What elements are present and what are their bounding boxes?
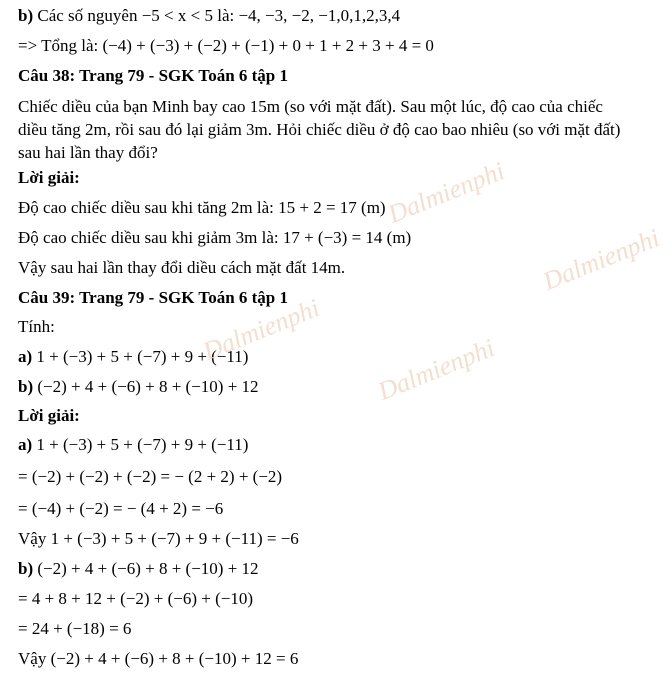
q39-heading: Câu 39: Trang 79 - SGK Toán 6 tập 1 bbox=[18, 288, 289, 307]
q37-part-b-label: b) bbox=[18, 6, 34, 25]
q39-solution-a-step-2: = (−4) + (−2) = − (4 + 2) = −6 bbox=[18, 499, 224, 518]
q38-heading: Câu 38: Trang 79 - SGK Toán 6 tập 1 bbox=[18, 66, 289, 85]
q39-part-a-label: a) bbox=[18, 347, 33, 366]
q38-step-1: Độ cao chiếc diều sau khi tăng 2m là: 15 + 2 = 17 (m) bbox=[18, 198, 386, 217]
q39-part-b bbox=[18, 376, 259, 398]
watermark-logo: Dalmienphi bbox=[198, 293, 324, 366]
q39-part-a bbox=[18, 346, 248, 368]
q39-part-a-expression: 1 + (−3) + 5 + (−7) + 9 + (−11) bbox=[36, 347, 249, 366]
q39-solution-b-label: b) bbox=[18, 559, 34, 578]
watermark-logo: Dalmienphi bbox=[538, 223, 664, 296]
q39-solution-a-conclusion: Vậy 1 + (−3) + 5 + (−7) + 9 + (−11) = −6 bbox=[18, 529, 299, 548]
q38-problem-text: Chiếc diều của bạn Minh bay cao 15m (so với mặt đất). Sau một lúc, độ cao của chiếc diều tăng 2m, rồi sau đó lại giảm 3m. Hỏi chiếc diều ở độ cao bao nhiêu (so với mặt đất) sau hai lần thay đổi? bbox=[18, 97, 621, 162]
q37-sum-line: => Tổng là: (−4) + (−3) + (−2) + (−1) + 0 + 1 + 2 + 3 + 4 = 0 bbox=[18, 36, 434, 55]
q39-intro: Tính: bbox=[18, 317, 55, 336]
q39-part-b-label: b) bbox=[18, 377, 34, 396]
q39-solution-label: Lời giải: bbox=[18, 406, 80, 425]
q39-solution-a bbox=[18, 434, 248, 456]
q38-solution-label: Lời giải: bbox=[18, 168, 80, 187]
q39-solution-b-step-2: = 24 + (−18) = 6 bbox=[18, 619, 132, 638]
q39-solution-a-label: a) bbox=[18, 435, 33, 454]
q38-conclusion: Vậy sau hai lần thay đổi diều cách mặt đất 14m. bbox=[18, 258, 346, 277]
q37-part-b-text: Các số nguyên −5 < x < 5 là: −4, −3, −2, −1,0,1,2,3,4 bbox=[37, 6, 401, 25]
q39-solution-b-expression: (−2) + 4 + (−6) + 8 + (−10) + 12 bbox=[37, 559, 259, 578]
q37-part-b-line bbox=[18, 5, 400, 27]
watermark-logo: Dalmienphi bbox=[373, 333, 499, 406]
q39-solution-a-step-1: = (−2) + (−2) + (−2) = − (2 + 2) + (−2) bbox=[18, 467, 283, 486]
watermark-logo: Dalmienphi bbox=[383, 156, 509, 229]
q38-step-2: Độ cao chiếc diều sau khi giảm 3m là: 17 + (−3) = 14 (m) bbox=[18, 228, 412, 247]
q39-solution-b bbox=[18, 558, 259, 580]
q39-solution-b-conclusion: Vậy (−2) + 4 + (−6) + 8 + (−10) + 12 = 6 bbox=[18, 649, 299, 668]
q39-part-b-expression: (−2) + 4 + (−6) + 8 + (−10) + 12 bbox=[37, 377, 259, 396]
q39-solution-b-step-1: = 4 + 8 + 12 + (−2) + (−6) + (−10) bbox=[18, 589, 254, 608]
q39-solution-a-expression: 1 + (−3) + 5 + (−7) + 9 + (−11) bbox=[36, 435, 249, 454]
